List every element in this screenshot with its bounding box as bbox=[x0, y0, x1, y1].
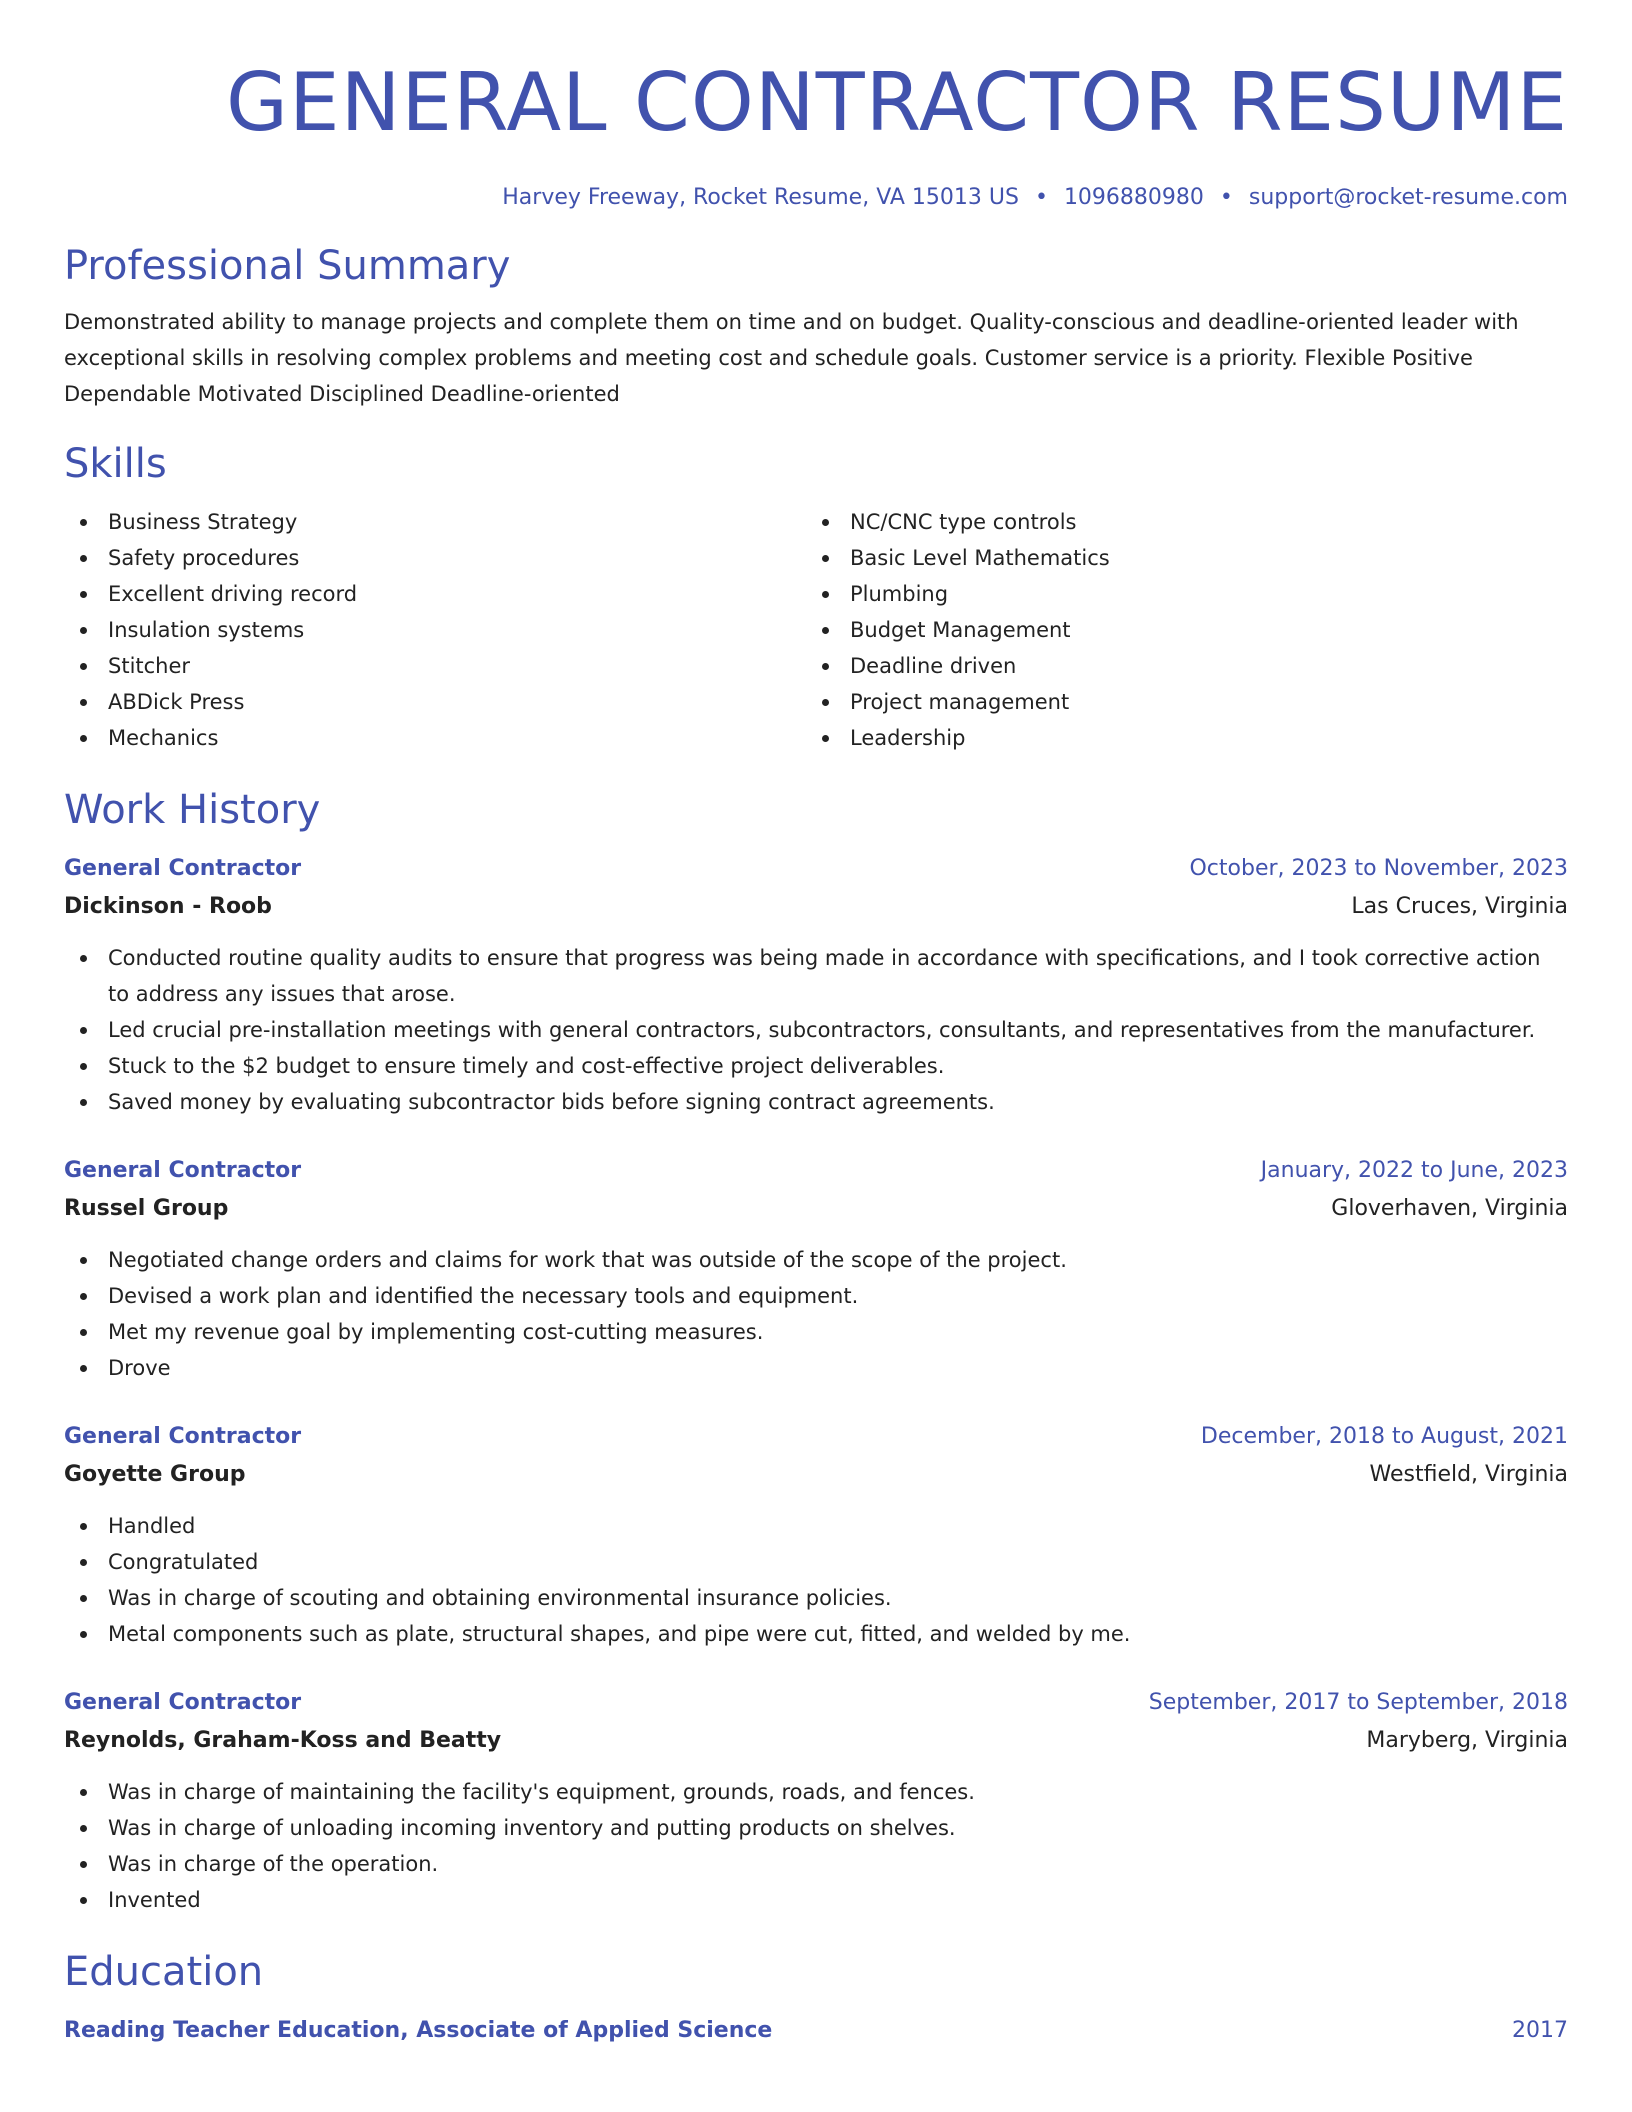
contact-separator: • bbox=[1034, 185, 1048, 210]
job-location: Las Cruces, Virginia bbox=[1351, 894, 1568, 919]
job-title: General Contractor bbox=[64, 1158, 302, 1183]
skill-item: Safety procedures bbox=[64, 540, 806, 576]
job-header-row bbox=[64, 850, 1568, 888]
job-dates: October, 2023 to November, 2023 bbox=[1189, 856, 1568, 881]
job-location: Westfield, Virginia bbox=[1369, 1462, 1568, 1487]
skill-item: Project management bbox=[806, 684, 1548, 720]
skill-item: Excellent driving record bbox=[64, 576, 806, 612]
job-entry bbox=[64, 850, 1568, 1120]
work-history-section bbox=[64, 784, 1568, 1918]
job-company-row bbox=[64, 1190, 1568, 1228]
contact-separator: • bbox=[1219, 185, 1233, 210]
job-bullets bbox=[64, 940, 1568, 1120]
job-company-row bbox=[64, 1722, 1568, 1760]
summary-heading: Professional Summary bbox=[64, 243, 511, 289]
job-title: General Contractor bbox=[64, 856, 302, 881]
contact-address: Harvey Freeway, Rocket Resume, VA 15013 US bbox=[502, 185, 1019, 210]
job-bullet: Handled bbox=[64, 1508, 1568, 1544]
job-bullet: Saved money by evaluating subcontractor bids before signing contract agreements. bbox=[64, 1084, 1568, 1120]
job-bullet: Met my revenue goal by implementing cost-cutting measures. bbox=[64, 1314, 1568, 1350]
job-bullet: Invented bbox=[64, 1882, 1568, 1918]
skill-item: Basic Level Mathematics bbox=[806, 540, 1548, 576]
job-title: General Contractor bbox=[64, 1690, 302, 1715]
skill-item: Deadline driven bbox=[806, 648, 1548, 684]
job-bullet: Conducted routine quality audits to ensure that progress was being made in accordance with specifications, and I took corrective action to address any issues that arose. bbox=[64, 940, 1568, 1012]
resume-header bbox=[64, 0, 1568, 214]
job-company: Dickinson - Roob bbox=[64, 894, 272, 919]
education-degree: Reading Teacher Education, Associate of Applied Science bbox=[64, 2018, 773, 2043]
resume-page bbox=[64, 0, 1568, 2050]
skill-item: Budget Management bbox=[806, 612, 1548, 648]
job-company: Russel Group bbox=[64, 1196, 229, 1221]
job-company: Goyette Group bbox=[64, 1462, 246, 1487]
skills-heading: Skills bbox=[64, 441, 167, 487]
work-history-heading: Work History bbox=[64, 787, 321, 833]
professional-summary-section bbox=[64, 240, 1568, 412]
job-header-row bbox=[64, 1418, 1568, 1456]
skill-item: Mechanics bbox=[64, 720, 806, 756]
job-dates: September, 2017 to September, 2018 bbox=[1148, 1690, 1568, 1715]
job-bullet: Was in charge of the operation. bbox=[64, 1846, 1568, 1882]
education-year: 2017 bbox=[1512, 2018, 1568, 2043]
job-company: Reynolds, Graham-Koss and Beatty bbox=[64, 1728, 502, 1753]
job-bullet: Metal components such as plate, structural shapes, and pipe were cut, fitted, and welded by me. bbox=[64, 1616, 1568, 1652]
job-bullets bbox=[64, 1508, 1568, 1652]
contact-phone: 1096880980 bbox=[1063, 185, 1204, 210]
resume-title: GENERAL CONTRACTOR RESUME bbox=[226, 56, 1568, 149]
job-bullet: Was in charge of unloading incoming inventory and putting products on shelves. bbox=[64, 1810, 1568, 1846]
job-entry bbox=[64, 1152, 1568, 1386]
job-location: Maryberg, Virginia bbox=[1366, 1728, 1568, 1753]
job-entry bbox=[64, 1684, 1568, 1918]
job-bullet: Drove bbox=[64, 1350, 1568, 1386]
education-heading: Education bbox=[64, 1949, 264, 1995]
job-header-row bbox=[64, 1152, 1568, 1190]
skill-item: Stitcher bbox=[64, 648, 806, 684]
job-bullets bbox=[64, 1242, 1568, 1386]
job-company-row bbox=[64, 888, 1568, 926]
skill-item: Leadership bbox=[806, 720, 1548, 756]
job-dates: January, 2022 to June, 2023 bbox=[1260, 1158, 1568, 1183]
education-row bbox=[64, 2012, 1568, 2050]
skills-column-right bbox=[806, 504, 1548, 756]
job-dates: December, 2018 to August, 2021 bbox=[1200, 1424, 1568, 1449]
education-section bbox=[64, 1946, 1568, 2050]
summary-text: Demonstrated ability to manage projects and complete them on time and on budget. Quality-conscious and deadline-oriented leader with exceptional skills in resolving complex problems and meeting cost and schedule goals. Customer service is a priority. Flexible Positive Dependable Motivated Disciplined Deadline-oriented bbox=[64, 310, 1519, 406]
contact-email: support@rocket-resume.com bbox=[1248, 185, 1568, 210]
skill-item: Plumbing bbox=[806, 576, 1548, 612]
job-header-row bbox=[64, 1684, 1568, 1722]
skills-section bbox=[64, 438, 1568, 756]
contact-line bbox=[64, 182, 1568, 214]
skill-item: ABDick Press bbox=[64, 684, 806, 720]
job-bullet: Led crucial pre-installation meetings with general contractors, subcontractors, consultants, and representatives from the manufacturer. bbox=[64, 1012, 1568, 1048]
skills-column-left bbox=[64, 504, 806, 756]
skill-item: Insulation systems bbox=[64, 612, 806, 648]
job-bullet: Congratulated bbox=[64, 1544, 1568, 1580]
job-title: General Contractor bbox=[64, 1424, 302, 1449]
job-bullets bbox=[64, 1774, 1568, 1918]
job-company-row bbox=[64, 1456, 1568, 1494]
job-entry bbox=[64, 1418, 1568, 1652]
skill-item: NC/CNC type controls bbox=[806, 504, 1548, 540]
job-bullet: Negotiated change orders and claims for work that was outside of the scope of the project. bbox=[64, 1242, 1568, 1278]
job-bullet: Was in charge of maintaining the facility's equipment, grounds, roads, and fences. bbox=[64, 1774, 1568, 1810]
job-bullet: Was in charge of scouting and obtaining environmental insurance policies. bbox=[64, 1580, 1568, 1616]
education-entry bbox=[64, 2012, 1568, 2050]
skill-item: Business Strategy bbox=[64, 504, 806, 540]
skills-grid bbox=[64, 504, 1568, 756]
job-location: Gloverhaven, Virginia bbox=[1331, 1196, 1568, 1221]
job-bullet: Stuck to the $2 budget to ensure timely and cost-effective project deliverables. bbox=[64, 1048, 1568, 1084]
job-bullet: Devised a work plan and identified the necessary tools and equipment. bbox=[64, 1278, 1568, 1314]
